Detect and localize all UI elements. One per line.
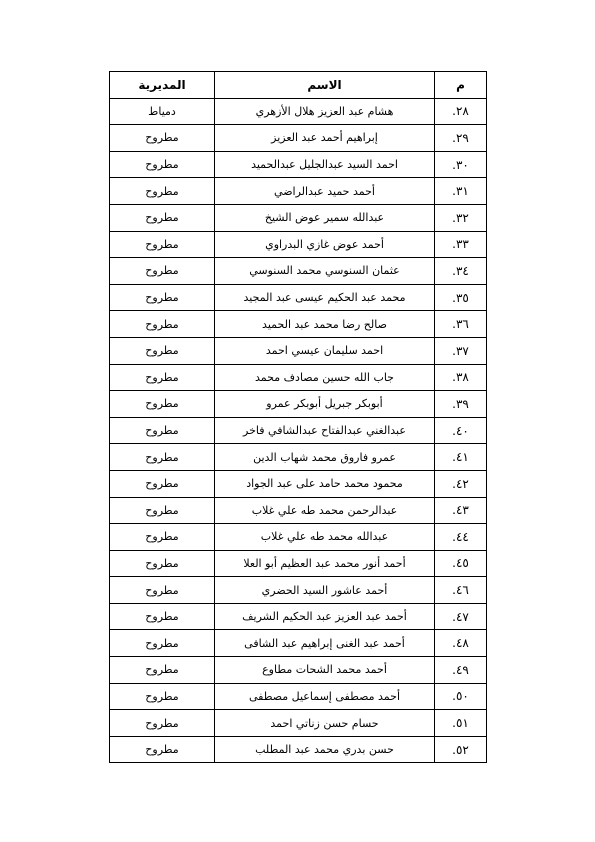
row-name: عبدالغني عبدالفتاح عبدالشافي فاخر — [215, 417, 435, 444]
row-name: احمد السيد عبدالجليل عبدالحميد — [215, 151, 435, 178]
row-number: ٢٨. — [435, 98, 487, 125]
names-table — [109, 71, 487, 763]
row-number: ٤٥. — [435, 550, 487, 577]
row-name: أحمد محمد الشحات مطاوع — [215, 657, 435, 684]
row-number: ٣٣. — [435, 231, 487, 258]
row-number: ٥٢. — [435, 736, 487, 763]
row-name: عبدالله محمد طه علي غلاب — [215, 524, 435, 551]
row-directorate: مطروح — [110, 391, 215, 418]
row-name: أحمد عاشور السيد الحضري — [215, 577, 435, 604]
table-row — [110, 391, 487, 418]
row-number: ٢٩. — [435, 125, 487, 152]
table-body — [110, 98, 487, 763]
table-row — [110, 550, 487, 577]
row-directorate: مطروح — [110, 577, 215, 604]
row-number: ٣٨. — [435, 364, 487, 391]
row-name: عثمان السنوسي محمد السنوسي — [215, 258, 435, 285]
row-number: ٣٤. — [435, 258, 487, 285]
table-row — [110, 524, 487, 551]
table-row — [110, 98, 487, 125]
row-directorate: مطروح — [110, 736, 215, 763]
row-directorate: مطروح — [110, 444, 215, 471]
row-number: ٤٤. — [435, 524, 487, 551]
table-row — [110, 178, 487, 205]
row-directorate: مطروح — [110, 417, 215, 444]
row-directorate: مطروح — [110, 710, 215, 737]
row-number: ٣٩. — [435, 391, 487, 418]
row-directorate: مطروح — [110, 497, 215, 524]
row-name: احمد سليمان عيسي احمد — [215, 337, 435, 364]
row-number: ٣٧. — [435, 337, 487, 364]
row-name: حسام حسن زناتي احمد — [215, 710, 435, 737]
row-directorate: مطروح — [110, 630, 215, 657]
row-name: أحمد أنور محمد عبد العظيم أبو العلا — [215, 550, 435, 577]
row-directorate: مطروح — [110, 204, 215, 231]
table-row — [110, 603, 487, 630]
table-row — [110, 364, 487, 391]
row-directorate: مطروح — [110, 311, 215, 338]
row-name: جاب الله حسين مصادف محمد — [215, 364, 435, 391]
row-directorate: مطروح — [110, 524, 215, 551]
row-name: أبوبكر جبريل أبوبكر عمرو — [215, 391, 435, 418]
row-name: إبراهيم أحمد عبد العزيز — [215, 125, 435, 152]
table-row — [110, 577, 487, 604]
row-directorate: مطروح — [110, 178, 215, 205]
row-directorate: دمياط — [110, 98, 215, 125]
table-row — [110, 444, 487, 471]
row-directorate: مطروح — [110, 125, 215, 152]
table-row — [110, 683, 487, 710]
table-row — [110, 337, 487, 364]
table-row — [110, 311, 487, 338]
table-row — [110, 204, 487, 231]
row-number: ٥١. — [435, 710, 487, 737]
row-number: ٤٨. — [435, 630, 487, 657]
row-name: أحمد عبد الغنى إبراهيم عبد الشافى — [215, 630, 435, 657]
header-name: الاسم — [215, 72, 435, 99]
row-directorate: مطروح — [110, 337, 215, 364]
row-number: ٣١. — [435, 178, 487, 205]
row-number: ٣٢. — [435, 204, 487, 231]
row-number: ٤١. — [435, 444, 487, 471]
row-directorate: مطروح — [110, 470, 215, 497]
row-directorate: مطروح — [110, 258, 215, 285]
table-row — [110, 710, 487, 737]
row-number: ٣٦. — [435, 311, 487, 338]
table-row — [110, 258, 487, 285]
table-row — [110, 630, 487, 657]
table-header — [110, 72, 487, 99]
row-name: عبدالله سمير عوض الشيخ — [215, 204, 435, 231]
row-directorate: مطروح — [110, 683, 215, 710]
row-name: حسن بدري محمد عبد المطلب — [215, 736, 435, 763]
table-row — [110, 284, 487, 311]
row-directorate: مطروح — [110, 657, 215, 684]
row-directorate: مطروح — [110, 550, 215, 577]
row-directorate: مطروح — [110, 231, 215, 258]
table-row — [110, 736, 487, 763]
row-name: أحمد حميد عبدالراضي — [215, 178, 435, 205]
row-number: ٤٩. — [435, 657, 487, 684]
row-number: ٣٥. — [435, 284, 487, 311]
row-number: ٥٠. — [435, 683, 487, 710]
row-number: ٤٣. — [435, 497, 487, 524]
row-directorate: مطروح — [110, 284, 215, 311]
row-directorate: مطروح — [110, 603, 215, 630]
header-row — [110, 72, 487, 99]
row-name: أحمد مصطفى إسماعيل مصطفى — [215, 683, 435, 710]
table-row — [110, 417, 487, 444]
header-directorate: المديرية — [110, 72, 215, 99]
row-number: ٤٢. — [435, 470, 487, 497]
row-directorate: مطروح — [110, 151, 215, 178]
header-number: م — [435, 72, 487, 99]
row-name: أحمد عوض غازي البدراوي — [215, 231, 435, 258]
row-name: عبدالرحمن محمد طه علي غلاب — [215, 497, 435, 524]
row-name: أحمد عبد العزيز عبد الحكيم الشريف — [215, 603, 435, 630]
table-row — [110, 657, 487, 684]
row-number: ٤٦. — [435, 577, 487, 604]
row-name: عمرو فاروق محمد شهاب الدين — [215, 444, 435, 471]
row-name: صالح رضا محمد عبد الحميد — [215, 311, 435, 338]
table-row — [110, 125, 487, 152]
row-name: محمود محمد حامد على عبد الجواد — [215, 470, 435, 497]
table-row — [110, 470, 487, 497]
row-name: محمد عبد الحكيم عيسى عبد المجيد — [215, 284, 435, 311]
table-row — [110, 151, 487, 178]
row-number: ٣٠. — [435, 151, 487, 178]
table-row — [110, 497, 487, 524]
row-number: ٤٠. — [435, 417, 487, 444]
row-name: هشام عبد العزيز هلال الأزهري — [215, 98, 435, 125]
table-row — [110, 231, 487, 258]
row-number: ٤٧. — [435, 603, 487, 630]
row-directorate: مطروح — [110, 364, 215, 391]
